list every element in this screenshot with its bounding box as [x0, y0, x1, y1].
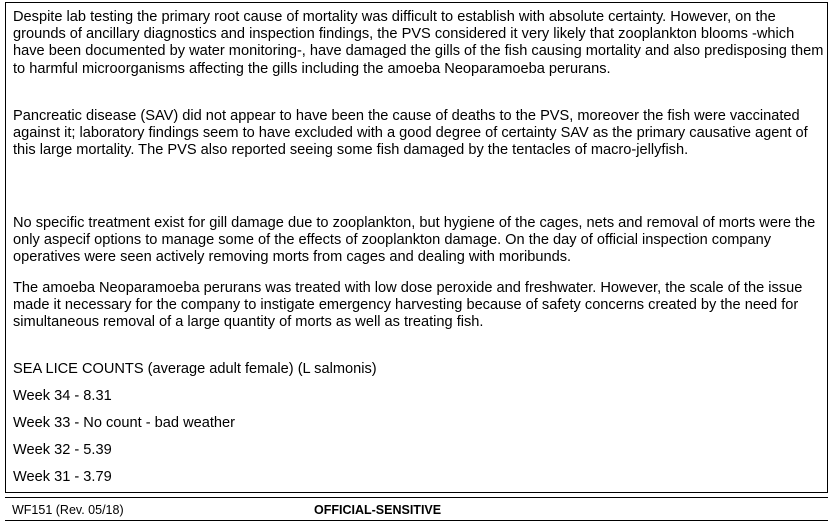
sea-lice-week-31: Week 31 - 3.79 — [13, 469, 112, 485]
paragraph-root-cause: Despite lab testing the primary root cause of mortality was difficult to establish with absolute certainty. However, on the grounds of ancillary diagnostics and inspection findings, the PVS considered it very likely that zooplankton blooms -which have been documented by water monitoring-, have damaged the gills of the fish causing mortality and also predisposing them to harmful microorganisms affecting the gills including the amoeba Neoparamoeba perurans. — [13, 9, 824, 77]
page-footer — [5, 497, 828, 521]
form-id: WF151 (Rev. 05/18) — [12, 503, 124, 517]
classification-label: OFFICIAL-SENSITIVE — [314, 503, 442, 517]
sea-lice-week-34: Week 34 - 8.31 — [13, 388, 112, 404]
paragraph-treatment: No specific treatment exist for gill damage due to zooplankton, but hygiene of the cages, nets and removal of morts were the only aspecif options to manage some of the effects of zooplankton damage. On the day of official inspection company operatives were seen actively removing morts from cages and dealing with moribunds. — [13, 215, 816, 266]
sea-lice-heading: SEA LICE COUNTS (average adult female) (L salmonis) — [13, 361, 377, 377]
sea-lice-week-33: Week 33 - No count - bad weather — [13, 415, 235, 431]
paragraph-pancreatic-disease: Pancreatic disease (SAV) did not appear to have been the cause of deaths to the PVS, moreover the fish were vaccinated against it; laboratory findings seem to have excluded with a good degree of certainty SAV as the primary causative agent of this large mortality. The PVS also reported seeing some fish damaged by the tentacles of macro-jellyfish. — [13, 108, 808, 159]
sea-lice-week-32: Week 32 - 5.39 — [13, 442, 112, 458]
paragraph-amoeba-treatment: The amoeba Neoparamoeba perurans was treated with low dose peroxide and freshwater. However, the scale of the issue made it necessary for the company to instigate emergency harvesting because of safety concerns created by the need for simultaneous removal of a large quantity of morts as well as treating fish. — [13, 280, 803, 331]
